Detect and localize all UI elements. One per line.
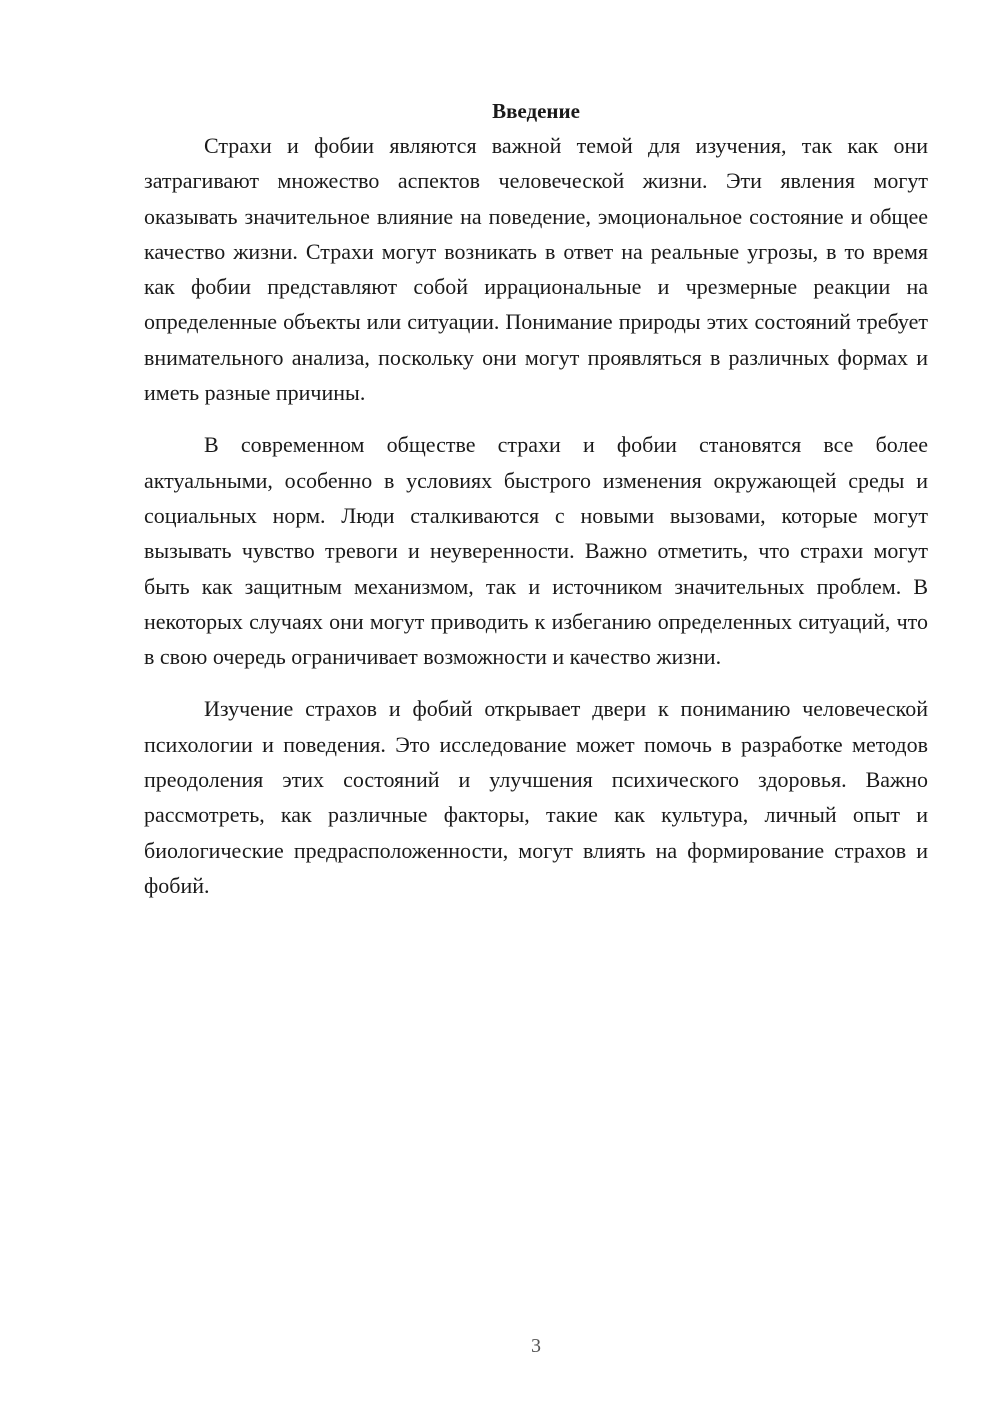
page-content <box>144 94 928 903</box>
page-number: 3 <box>531 1335 541 1357</box>
paragraph-3: Изучение страхов и фобий открывает двери к пониманию человеческой психологии и поведения. Это исследование может помочь в разработке методов преодоления этих состояний и улучшения психического здоровья. Важно рассмотреть, как различные факторы, такие как культура, личный опыт и биологические предрасположенности, могут влиять на формирование страхов и фобий. <box>144 696 928 898</box>
paragraph-1: Страхи и фобии являются важной темой для изучения, так как они затрагивают множество аспектов человеческой жизни. Эти явления могут оказывать значительное влияние на поведение, эмоциональное состояние и общее качество жизни. Страхи могут возникать в ответ на реальные угрозы, в то время как фобии представляют собой иррациональные и чрезмерные реакции на определенные объекты или ситуации. Понимание природы этих состояний требует внимательного анализа, поскольку они могут проявляться в различных формах и иметь разные причины. <box>144 133 928 406</box>
section-heading: Введение <box>492 99 580 123</box>
paragraph-2: В современном обществе страхи и фобии становятся все более актуальными, особенно в условиях быстрого изменения окружающей среды и социальных норм. Люди сталкиваются с новыми вызовами, которые могут вызывать чувство тревоги и неуверенности. Важно отметить, что страхи могут быть как защитным механизмом, так и источником значительных проблем. В некоторых случаях они могут приводить к избеганию определенных ситуаций, что в свою очередь ограничивает возможности и качество жизни. <box>144 432 928 670</box>
